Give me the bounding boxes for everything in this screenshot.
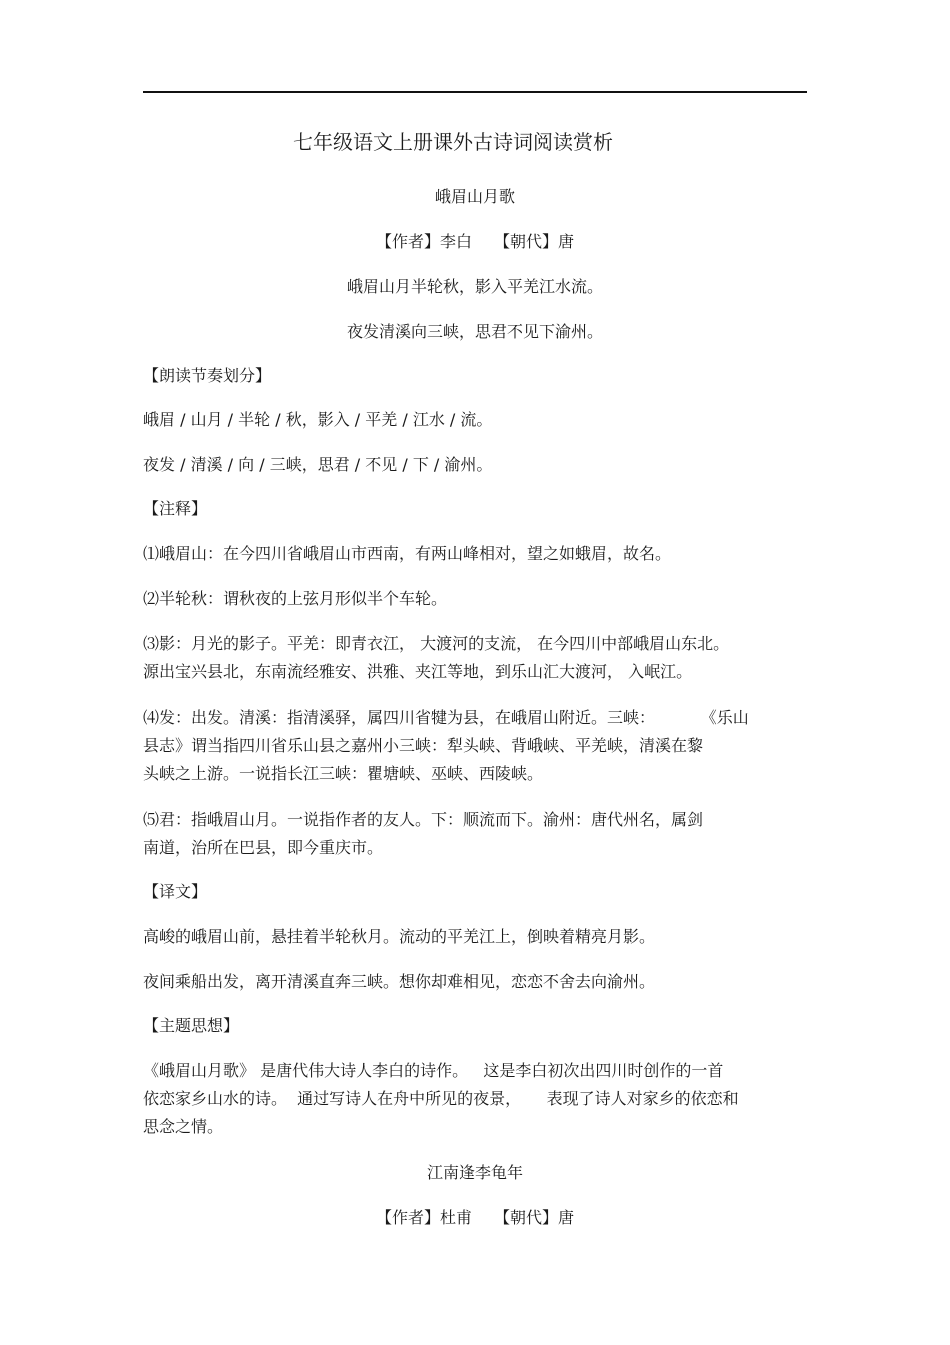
poem1-line-2: 夜发清溪向三峡，思君不见下渝州。	[346, 322, 603, 341]
note-5-line-1: ⑸君：指峨眉山月。一说指作者的友人。下：顺流而下。渝州：唐代州名，属剑	[143, 810, 704, 829]
page-title: 七年级语文上册课外古诗词阅读赏析	[293, 130, 613, 154]
rhythm-line-1: 峨眉 / 山月 / 半轮 / 秋，影入 / 平羌 / 江水 / 流。	[143, 410, 493, 429]
note-1: ⑴峨眉山：在今四川省峨眉山市西南，有两山峰相对，望之如蛾眉，故名。	[143, 544, 672, 563]
poem2-byline	[0, 1207, 950, 1229]
header-rule	[143, 91, 807, 93]
note-5-line-2: 南道，治所在巴县，即今重庆市。	[143, 838, 384, 857]
rhythm-line-2: 夜发 / 清溪 / 向 / 三峡，思君 / 不见 / 下 / 渝州。	[143, 455, 493, 474]
note-5	[143, 806, 807, 862]
note-2: ⑵半轮秋：谓秋夜的上弦月形似半个车轮。	[143, 589, 448, 608]
poem1-byline	[0, 231, 950, 253]
note-4-line-2: 县志》谓当指四川省乐山县之嘉州小三峡：犁头峡、背峨峡、平羌峡，清溪在黎	[143, 736, 704, 755]
translation-line-1: 高峻的峨眉山前，悬挂着半轮秋月。流动的平羌江上，倒映着精亮月影。	[143, 927, 656, 946]
rhythm-heading: 【朗读节奏划分】	[143, 366, 272, 385]
theme-line-3: 思念之情。	[143, 1117, 224, 1136]
theme-heading: 【主题思想】	[143, 1016, 240, 1035]
note-3	[143, 630, 807, 686]
note-4-line-1: ⑷发：出发。清溪：指清溪驿，属四川省犍为县，在峨眉山附近。三峡： 《乐山	[143, 708, 749, 727]
poem1-line-1: 峨眉山月半轮秋，影入平羌江水流。	[346, 277, 603, 296]
poem2-dynasty: 【朝代】唐	[494, 1208, 575, 1227]
poem2-title: 江南逢李龟年	[426, 1163, 523, 1182]
translation-heading: 【译文】	[143, 882, 208, 901]
poem1-author: 【作者】李白	[375, 232, 472, 251]
note-3-line-2: 源出宝兴县北，东南流经雅安、洪雅、夹江等地，到乐山汇大渡河， 入岷江。	[143, 662, 693, 681]
note-3-line-1: ⑶影：月光的影子。平羌：即青衣江， 大渡河的支流， 在今四川中部峨眉山东北。	[143, 634, 730, 653]
note-4	[143, 704, 807, 788]
note-4-line-3: 头峡之上游。一说指长江三峡：瞿塘峡、巫峡、西陵峡。	[143, 764, 544, 783]
poem1-dynasty: 【朝代】唐	[494, 232, 575, 251]
notes-heading: 【注释】	[143, 499, 208, 518]
poem2-author: 【作者】杜甫	[375, 1208, 472, 1227]
poem1-title: 峨眉山月歌	[434, 187, 515, 206]
theme-line-2: 依恋家乡山水的诗。 通过写诗人在舟中所见的夜景， 表现了诗人对家乡的依恋和	[143, 1089, 739, 1108]
translation-line-2: 夜间乘船出发，离开清溪直奔三峡。想你却难相见，恋恋不舍去向渝州。	[143, 972, 656, 991]
theme-paragraph	[143, 1057, 807, 1141]
theme-line-1: 《峨眉山月歌》 是唐代伟大诗人李白的诗作。 这是李白初次出四川时创作的一首	[143, 1061, 724, 1080]
